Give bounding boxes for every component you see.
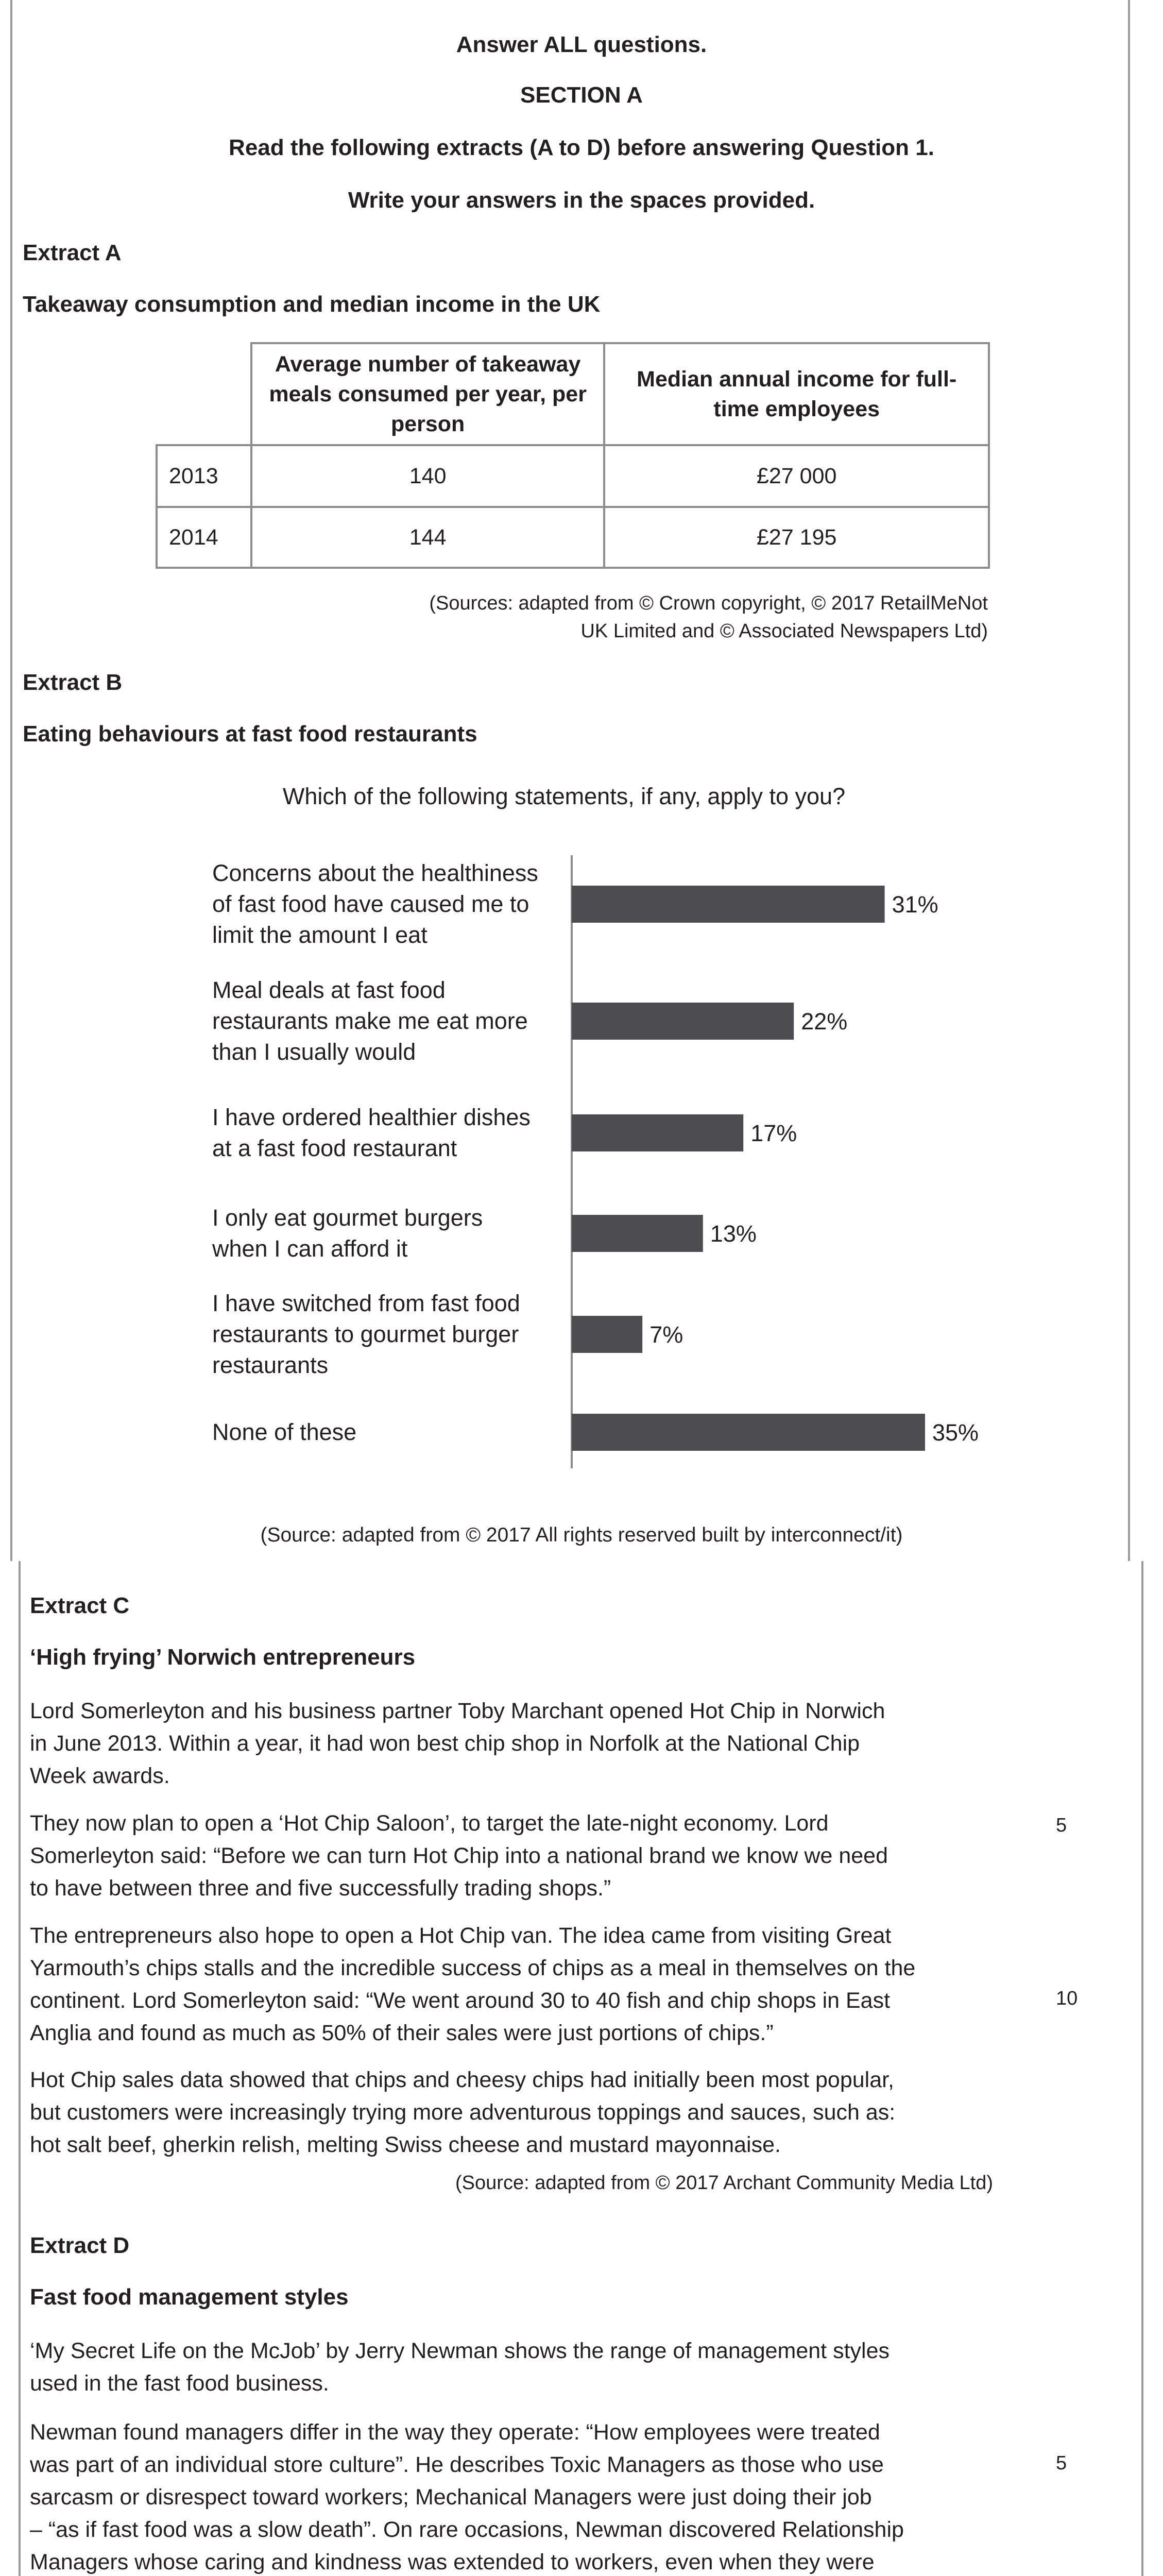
extract-c-paragraph-2 xyxy=(30,1807,1008,1905)
meals-cell: 144 xyxy=(251,507,605,568)
value-label: 35% xyxy=(932,1419,979,1446)
text-line: They now plan to open a ‘Hot Chip Saloon’, to target the late-night economy. Lord xyxy=(30,1811,829,1836)
text-line: used in the fast food business. xyxy=(30,2371,329,2396)
table-row xyxy=(157,445,989,507)
extract-c-title: ‘High frying’ Norwich entrepreneurs xyxy=(30,1645,416,1670)
category-label: I have ordered healthier dishes xyxy=(212,1104,531,1130)
category-label: limit the amount I eat xyxy=(212,922,427,948)
line-number-10: 10 xyxy=(1056,1988,1078,2009)
extract-c-paragraph-1 xyxy=(30,1695,1008,1792)
read-instruction: Read the following extracts (A to D) before answering Question 1. xyxy=(229,135,934,160)
chart-question: Which of the following statements, if any, apply to you? xyxy=(282,783,846,809)
extract-a-label: Extract A xyxy=(23,240,122,265)
text-line: Newman found managers differ in the way they operate: “How employees were treated xyxy=(30,2420,880,2445)
value-label: 17% xyxy=(750,1120,797,1146)
extract-c-paragraph-4 xyxy=(30,2064,1008,2161)
table-row xyxy=(157,507,989,568)
extract-d-paragraph-1 xyxy=(30,2335,1008,2400)
bar xyxy=(572,1215,703,1252)
bar xyxy=(572,886,885,923)
bar xyxy=(572,1316,642,1353)
extract-c-label: Extract C xyxy=(30,1593,130,1618)
extract-a-source-line2: UK Limited and © Associated Newspapers Ltd) xyxy=(580,620,988,642)
income-cell: £27 195 xyxy=(604,507,989,568)
line-number-5: 5 xyxy=(1056,1815,1067,1836)
category-label: when I can afford it xyxy=(212,1235,408,1262)
text-line: Week awards. xyxy=(30,1764,170,1788)
category-label: restaurants xyxy=(212,1352,329,1378)
year-cell: 2014 xyxy=(157,507,251,568)
instruction-heading: Answer ALL questions. xyxy=(456,32,707,57)
bar xyxy=(572,1114,743,1151)
text-line: Anglia and found as much as 50% of their sales were just portions of chips.” xyxy=(30,2021,774,2045)
eating-behaviours-chart xyxy=(0,835,1163,1484)
category-label: I have switched from fast food xyxy=(212,1290,520,1316)
bar xyxy=(572,1414,925,1451)
value-label: 13% xyxy=(710,1221,757,1247)
category-label: Meal deals at fast food xyxy=(212,977,446,1003)
extract-a-title: Takeaway consumption and median income in the UK xyxy=(23,292,601,317)
text-line: The entrepreneurs also hope to open a Hot Chip van. The idea came from visiting Great xyxy=(30,1923,892,1948)
extract-b-title: Eating behaviours at fast food restaurants xyxy=(23,721,477,747)
income-cell: £27 000 xyxy=(604,445,989,507)
text-line: Hot Chip sales data showed that chips and cheesy chips had initially been most popular, xyxy=(30,2067,895,2092)
text-line: – “as if fast food was a slow death”. On rare occasions, Newman discovered Relationship xyxy=(30,2517,904,2542)
category-label: of fast food have caused me to xyxy=(212,891,529,917)
text-line: was part of an individual store culture”. He describes Toxic Managers as those who use xyxy=(30,2452,884,2477)
year-cell: 2013 xyxy=(157,445,251,507)
value-label: 7% xyxy=(649,1321,683,1348)
text-line: Lord Somerleyton and his business partner Toby Marchant opened Hot Chip in Norwich xyxy=(30,1699,885,1723)
category-label: restaurants make me eat more xyxy=(212,1008,528,1034)
write-instruction: Write your answers in the spaces provided. xyxy=(348,188,815,213)
extract-b-label: Extract B xyxy=(23,670,123,695)
text-line: to have between three and five successfully trading shops.” xyxy=(30,1876,611,1901)
extract-d-title: Fast food management styles xyxy=(30,2284,349,2310)
text-line: ‘My Secret Life on the McJob’ by Jerry Newman shows the range of management styles xyxy=(30,2338,890,2363)
value-label: 22% xyxy=(801,1008,848,1035)
text-line: in June 2013. Within a year, it had won best chip shop in Norfolk at the National Chip xyxy=(30,1731,860,1756)
meals-column-header: Average number of takeaway meals consumed per year, per person xyxy=(251,343,605,445)
table-corner xyxy=(157,343,251,445)
value-label: 31% xyxy=(892,891,938,918)
text-line: Managers whose caring and kindness was extended to workers, even when they were xyxy=(30,2550,875,2574)
category-label: than I usually would xyxy=(212,1039,416,1065)
text-line: Yarmouth’s chips stalls and the incredible success of chips as a meal in themselves on the xyxy=(30,1956,916,1980)
extract-d-label: Extract D xyxy=(30,2233,130,2258)
extract-b-source: (Source: adapted from © 2017 All rights reserved built by interconnect/it) xyxy=(260,1524,903,1546)
text-line: but customers were increasingly trying more adventurous toppings and sauces, such as: xyxy=(30,2100,896,2125)
section-heading: SECTION A xyxy=(520,82,643,108)
text-line: Somerleyton said: “Before we can turn Hot Chip into a national brand we know we need xyxy=(30,1843,888,1868)
category-label: restaurants to gourmet burger xyxy=(212,1321,519,1347)
extract-c-source: (Source: adapted from © 2017 Archant Community Media Ltd) xyxy=(455,2172,993,2194)
category-label: Concerns about the healthiness xyxy=(212,860,538,886)
text-line: sarcasm or disrespect toward workers; Mechanical Managers were just doing their job xyxy=(30,2485,872,2510)
line-number-5: 5 xyxy=(1056,2452,1067,2474)
bar xyxy=(572,1003,794,1040)
meals-cell: 140 xyxy=(251,445,605,507)
extract-d-paragraph-2 xyxy=(30,2416,1008,2576)
text-line: hot salt beef, gherkin relish, melting Swiss cheese and mustard mayonnaise. xyxy=(30,2132,781,2157)
category-label: at a fast food restaurant xyxy=(212,1135,457,1161)
text-line: continent. Lord Somerleyton said: “We went around 30 to 40 fish and chip shops in East xyxy=(30,1988,891,2013)
extract-a-source-line1: (Sources: adapted from © Crown copyright, © 2017 RetailMeNot xyxy=(429,592,988,614)
income-column-header: Median annual income for full-time employees xyxy=(604,343,989,445)
category-label: None of these xyxy=(212,1419,357,1445)
takeaway-table xyxy=(156,342,990,569)
category-label: I only eat gourmet burgers xyxy=(212,1205,483,1231)
extract-c-paragraph-3 xyxy=(30,1920,1008,2049)
